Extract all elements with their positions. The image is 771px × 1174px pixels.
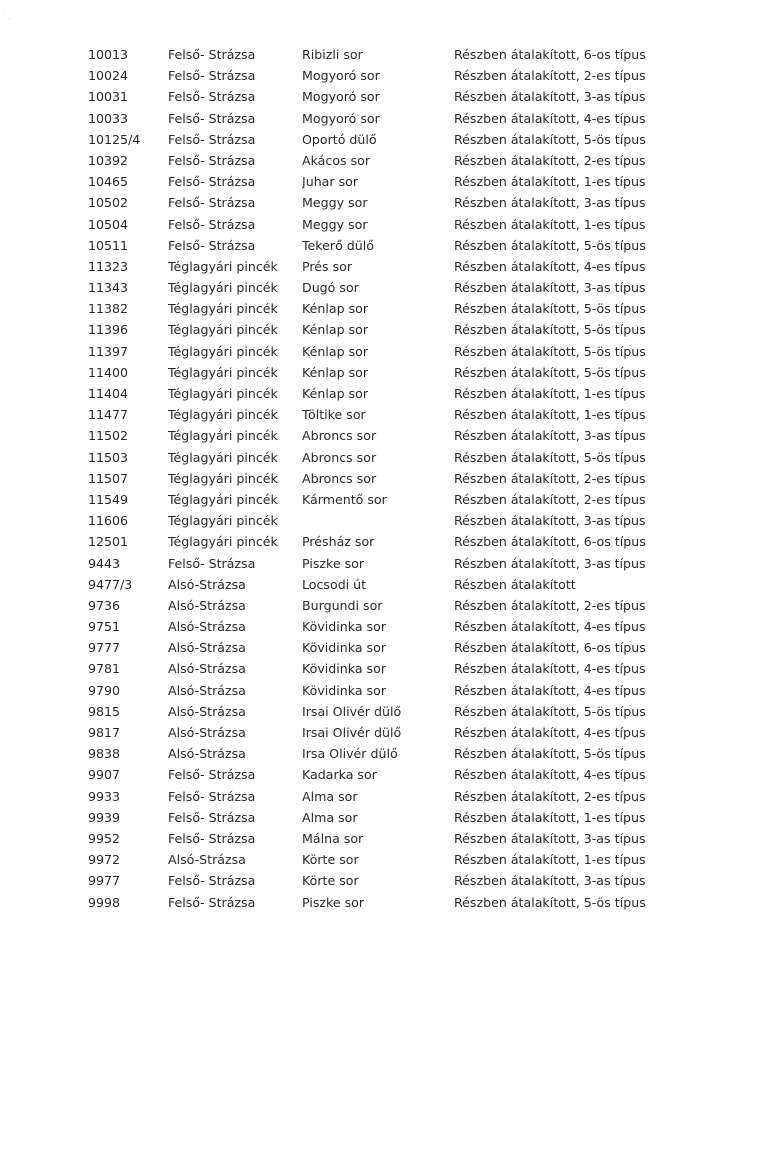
- parcel-area: Téglagyári pincék: [168, 343, 278, 359]
- parcel-number: 11397: [88, 343, 129, 359]
- parcel-status: Részben átalakított, 4-es típus: [454, 725, 646, 740]
- parcel-location: Tekerő dülő: [302, 237, 374, 253]
- parcel-status: Részben átalakított, 3-as típus: [454, 830, 646, 846]
- parcel-area: Felső- Strázsa: [168, 830, 256, 846]
- parcel-status: Részben átalakított, 3-as típus: [454, 195, 646, 211]
- parcel-number: 11477: [88, 407, 129, 423]
- table-row: [88, 828, 668, 849]
- parcel-number: 9815: [88, 703, 121, 719]
- parcel-area: Felső- Strázsa: [168, 174, 256, 190]
- parcel-status: Részben átalakított, 1-es típus: [454, 809, 646, 825]
- table-row: [88, 341, 668, 362]
- parcel-number: 9907: [88, 767, 121, 783]
- parcel-number: 10125/4: [88, 131, 141, 147]
- table-row: [88, 362, 668, 383]
- parcel-number: 10013: [88, 47, 129, 62]
- table-row: [88, 892, 668, 913]
- table-row: [88, 425, 668, 446]
- parcel-area: Téglagyári pincék: [168, 491, 278, 507]
- table-row: [88, 44, 668, 65]
- parcel-area: Alsó-Strázsa: [168, 619, 246, 635]
- parcel-status: Részben átalakított, 4-es típus: [454, 767, 646, 783]
- parcel-location: Kövidinka sor: [302, 619, 386, 635]
- parcel-number: 9477/3: [88, 576, 133, 592]
- table-row: [88, 701, 668, 722]
- parcel-location: Kénlap sor: [302, 364, 369, 380]
- parcel-area: Alsó-Strázsa: [168, 661, 246, 677]
- parcel-number: 9998: [88, 894, 121, 910]
- table-row: [88, 192, 668, 213]
- parcel-location: Kármentő sor: [302, 491, 387, 507]
- table-row: [88, 595, 668, 616]
- parcel-number: 9781: [88, 661, 121, 677]
- table-row: [88, 743, 668, 764]
- table-row: [88, 404, 668, 425]
- parcel-status: Részben átalakított, 2-es típus: [454, 597, 646, 613]
- table-row: [88, 319, 668, 340]
- parcel-location: Körte sor: [302, 873, 359, 889]
- parcel-number: 11549: [88, 491, 129, 507]
- parcel-location: Kövidinka sor: [302, 661, 386, 677]
- parcel-location: Töltike sor: [302, 407, 366, 423]
- parcel-number: 9736: [88, 597, 121, 613]
- table-row: [88, 150, 668, 171]
- parcel-area: Téglagyári pincék: [168, 322, 278, 338]
- parcel-location: Kövidinka sor: [302, 640, 386, 656]
- parcel-area: Felső- Strázsa: [168, 152, 256, 168]
- table-row: [88, 764, 668, 785]
- table-row: [88, 468, 668, 489]
- parcel-status: Részben átalakított, 6-os típus: [454, 640, 646, 656]
- parcel-location: Prés sor: [302, 258, 353, 274]
- parcel-location: Oportó dülő: [302, 131, 377, 147]
- parcel-number: 10392: [88, 152, 129, 168]
- table-row: [88, 510, 668, 531]
- parcel-status: Részben átalakított, 2-es típus: [454, 68, 646, 84]
- parcel-number: 9952: [88, 830, 121, 846]
- parcel-status: Részben átalakított, 5-ös típus: [454, 364, 646, 380]
- parcel-status: Részben átalakított, 3-as típus: [454, 89, 646, 105]
- parcel-area: Téglagyári pincék: [168, 428, 278, 444]
- parcel-area: Felső- Strázsa: [168, 216, 256, 232]
- parcel-location: Mogyoró sor: [302, 110, 380, 126]
- parcel-area: Téglagyári pincék: [168, 534, 278, 550]
- parcel-status: Részben átalakított, 3-as típus: [454, 555, 646, 571]
- parcel-location: Málna sor: [302, 830, 364, 846]
- parcel-number: 11404: [88, 386, 129, 401]
- table-row: [88, 383, 668, 404]
- parcel-status: Részben átalakított, 5-ös típus: [454, 746, 646, 762]
- parcel-number: 11343: [88, 280, 129, 296]
- parcel-area: Felső- Strázsa: [168, 68, 256, 84]
- parcel-area: Alsó-Strázsa: [168, 576, 246, 592]
- table-row: [88, 553, 668, 574]
- parcel-status: Részben átalakított, 5-ös típus: [454, 343, 646, 359]
- parcel-area: Felső- Strázsa: [168, 195, 256, 211]
- parcel-area: Téglagyári pincék: [168, 407, 278, 423]
- parcel-number: 9817: [88, 725, 121, 740]
- parcel-area: Alsó-Strázsa: [168, 725, 246, 740]
- parcel-location: Kénlap sor: [302, 386, 369, 401]
- table-row: [88, 658, 668, 679]
- parcel-number: 11396: [88, 322, 129, 338]
- parcel-number: 11502: [88, 428, 129, 444]
- parcel-location: Akácos sor: [302, 152, 371, 168]
- table-row: [88, 786, 668, 807]
- parcel-status: Részben átalakított, 3-as típus: [454, 280, 646, 296]
- parcel-number: 10031: [88, 89, 129, 105]
- parcel-location: Irsai Olivér dülő: [302, 725, 402, 740]
- parcel-area: Téglagyári pincék: [168, 449, 278, 465]
- parcel-area: Téglagyári pincék: [168, 386, 278, 401]
- parcel-status: Részben átalakított, 5-ös típus: [454, 301, 646, 317]
- parcel-number: 10033: [88, 110, 129, 126]
- parcel-number: 11400: [88, 364, 129, 380]
- parcel-number: 11323: [88, 258, 129, 274]
- parcel-location: Mogyoró sor: [302, 68, 380, 84]
- table-row: [88, 489, 668, 510]
- parcel-status: Részben átalakított, 6-os típus: [454, 47, 646, 62]
- parcel-area: Felső- Strázsa: [168, 555, 256, 571]
- table-row: [88, 849, 668, 870]
- parcel-status: Részben átalakított, 1-es típus: [454, 216, 646, 232]
- parcel-number: 11606: [88, 513, 129, 529]
- parcel-number: 11382: [88, 301, 129, 317]
- parcel-number: 10024: [88, 68, 129, 84]
- parcel-area: Alsó-Strázsa: [168, 852, 246, 868]
- table-row: [88, 86, 668, 107]
- parcel-number: 9790: [88, 682, 121, 698]
- parcel-status: Részben átalakított, 1-es típus: [454, 407, 646, 423]
- parcel-status: Részben átalakított, 4-es típus: [454, 110, 646, 126]
- table-row: [88, 129, 668, 150]
- parcel-status: Részben átalakított, 5-ös típus: [454, 237, 646, 253]
- parcel-status: Részben átalakított, 4-es típus: [454, 661, 646, 677]
- parcel-location: Présház sor: [302, 534, 375, 550]
- parcel-area: Felső- Strázsa: [168, 110, 256, 126]
- parcel-area: Téglagyári pincék: [168, 513, 278, 529]
- table-row: [88, 680, 668, 701]
- parcel-location: Kénlap sor: [302, 322, 369, 338]
- parcel-area: Felső- Strázsa: [168, 767, 256, 783]
- parcel-area: Téglagyári pincék: [168, 258, 278, 274]
- parcel-location: Körte sor: [302, 852, 359, 868]
- parcel-area: Felső- Strázsa: [168, 89, 256, 105]
- parcel-status: Részben átalakított, 4-es típus: [454, 619, 646, 635]
- table-row: [88, 171, 668, 192]
- parcel-status: Részben átalakított, 1-es típus: [454, 386, 646, 401]
- parcel-location: Piszke sor: [302, 894, 365, 910]
- parcel-number: 10465: [88, 174, 129, 190]
- table-row: [88, 298, 668, 319]
- parcel-location: Alma sor: [302, 809, 358, 825]
- parcel-status: Részben átalakított, 1-es típus: [454, 852, 646, 868]
- parcel-location: Dugó sor: [302, 280, 359, 296]
- parcel-area: Felső- Strázsa: [168, 237, 256, 253]
- scan-dot: ·: [4, 7, 7, 16]
- parcel-location: Mogyoró sor: [302, 89, 380, 105]
- table-row: [88, 531, 668, 552]
- parcel-number: 9977: [88, 873, 121, 889]
- parcel-area: Téglagyári pincék: [168, 470, 278, 486]
- parcel-number: 10502: [88, 195, 129, 211]
- parcel-area: Téglagyári pincék: [168, 301, 278, 317]
- parcel-area: Alsó-Strázsa: [168, 597, 246, 613]
- parcel-status: Részben átalakított, 5-ös típus: [454, 449, 646, 465]
- parcel-location: Meggy sor: [302, 216, 368, 232]
- parcel-location: Kadarka sor: [302, 767, 377, 783]
- parcel-status: Részben átalakított, 5-ös típus: [454, 131, 646, 147]
- parcel-area: Téglagyári pincék: [168, 280, 278, 296]
- table-row: [88, 277, 668, 298]
- parcel-number: 10511: [88, 237, 129, 253]
- parcel-location: Abroncs sor: [302, 428, 377, 444]
- parcel-status: Részben átalakított, 5-ös típus: [454, 322, 646, 338]
- table-row: [88, 574, 668, 595]
- parcel-number: 11503: [88, 449, 129, 465]
- parcel-status: Részben átalakított, 5-ös típus: [454, 703, 646, 719]
- parcel-location: Irsai Olivér dülő: [302, 703, 402, 719]
- parcel-status: Részben átalakított, 3-as típus: [454, 428, 646, 444]
- parcel-number: 9751: [88, 619, 121, 635]
- parcel-status: Részben átalakított, 5-ös típus: [454, 894, 646, 910]
- parcel-number: 9972: [88, 852, 121, 868]
- parcel-status: Részben átalakított, 2-es típus: [454, 788, 646, 804]
- parcel-location: Ribizli sor: [302, 47, 363, 62]
- parcel-area: Alsó-Strázsa: [168, 746, 246, 762]
- parcel-status: Részben átalakított, 4-es típus: [454, 682, 646, 698]
- parcel-number: 10504: [88, 216, 129, 232]
- parcel-area: Alsó-Strázsa: [168, 703, 246, 719]
- parcel-location: Abroncs sor: [302, 470, 377, 486]
- parcel-area: Alsó-Strázsa: [168, 682, 246, 698]
- parcel-table: [88, 44, 668, 913]
- table-row: [88, 722, 668, 743]
- table-row: [88, 637, 668, 658]
- parcel-number: 11507: [88, 470, 129, 486]
- parcel-location: Kénlap sor: [302, 343, 369, 359]
- parcel-area: Felső- Strázsa: [168, 873, 256, 889]
- parcel-status: Részben átalakított, 4-es típus: [454, 258, 646, 274]
- parcel-status: Részben átalakított: [454, 576, 576, 592]
- parcel-location: Burgundi sor: [302, 597, 383, 613]
- parcel-status: Részben átalakított, 3-as típus: [454, 873, 646, 889]
- parcel-area: Felső- Strázsa: [168, 788, 256, 804]
- scan-dot: ·: [8, 15, 11, 24]
- parcel-location: Abroncs sor: [302, 449, 377, 465]
- parcel-location: Juhar sor: [302, 174, 359, 190]
- parcel-number: 9838: [88, 746, 121, 762]
- parcel-location: Kénlap sor: [302, 301, 369, 317]
- parcel-location: Meggy sor: [302, 195, 368, 211]
- parcel-number: 9777: [88, 640, 121, 656]
- table-row: [88, 214, 668, 235]
- parcel-status: Részben átalakított, 2-es típus: [454, 152, 646, 168]
- parcel-status: Részben átalakított, 2-es típus: [454, 470, 646, 486]
- parcel-status: Részben átalakított, 1-es típus: [454, 174, 646, 190]
- table-row: [88, 616, 668, 637]
- table-row: [88, 447, 668, 468]
- table-row: [88, 256, 668, 277]
- parcel-area: Felső- Strázsa: [168, 131, 256, 147]
- parcel-area: Felső- Strázsa: [168, 47, 256, 62]
- parcel-status: Részben átalakított, 2-es típus: [454, 491, 646, 507]
- parcel-number: 9443: [88, 555, 121, 571]
- parcel-number: 12501: [88, 534, 129, 550]
- parcel-status: Részben átalakított, 6-os típus: [454, 534, 646, 550]
- parcel-location: Piszke sor: [302, 555, 365, 571]
- parcel-location: Locsodi út: [302, 576, 367, 592]
- parcel-area: Felső- Strázsa: [168, 894, 256, 910]
- parcel-area: Alsó-Strázsa: [168, 640, 246, 656]
- table-row: [88, 108, 668, 129]
- parcel-area: Felső- Strázsa: [168, 809, 256, 825]
- parcel-location: Alma sor: [302, 788, 358, 804]
- table-row: [88, 870, 668, 891]
- table-row: [88, 65, 668, 86]
- parcel-area: Téglagyári pincék: [168, 364, 278, 380]
- parcel-location: Kövidinka sor: [302, 682, 386, 698]
- table-row: [88, 807, 668, 828]
- parcel-status: Részben átalakított, 3-as típus: [454, 513, 646, 529]
- parcel-number: 9939: [88, 809, 121, 825]
- table-row: [88, 235, 668, 256]
- parcel-number: 9933: [88, 788, 121, 804]
- parcel-location: Irsa Olivér dülő: [302, 746, 398, 762]
